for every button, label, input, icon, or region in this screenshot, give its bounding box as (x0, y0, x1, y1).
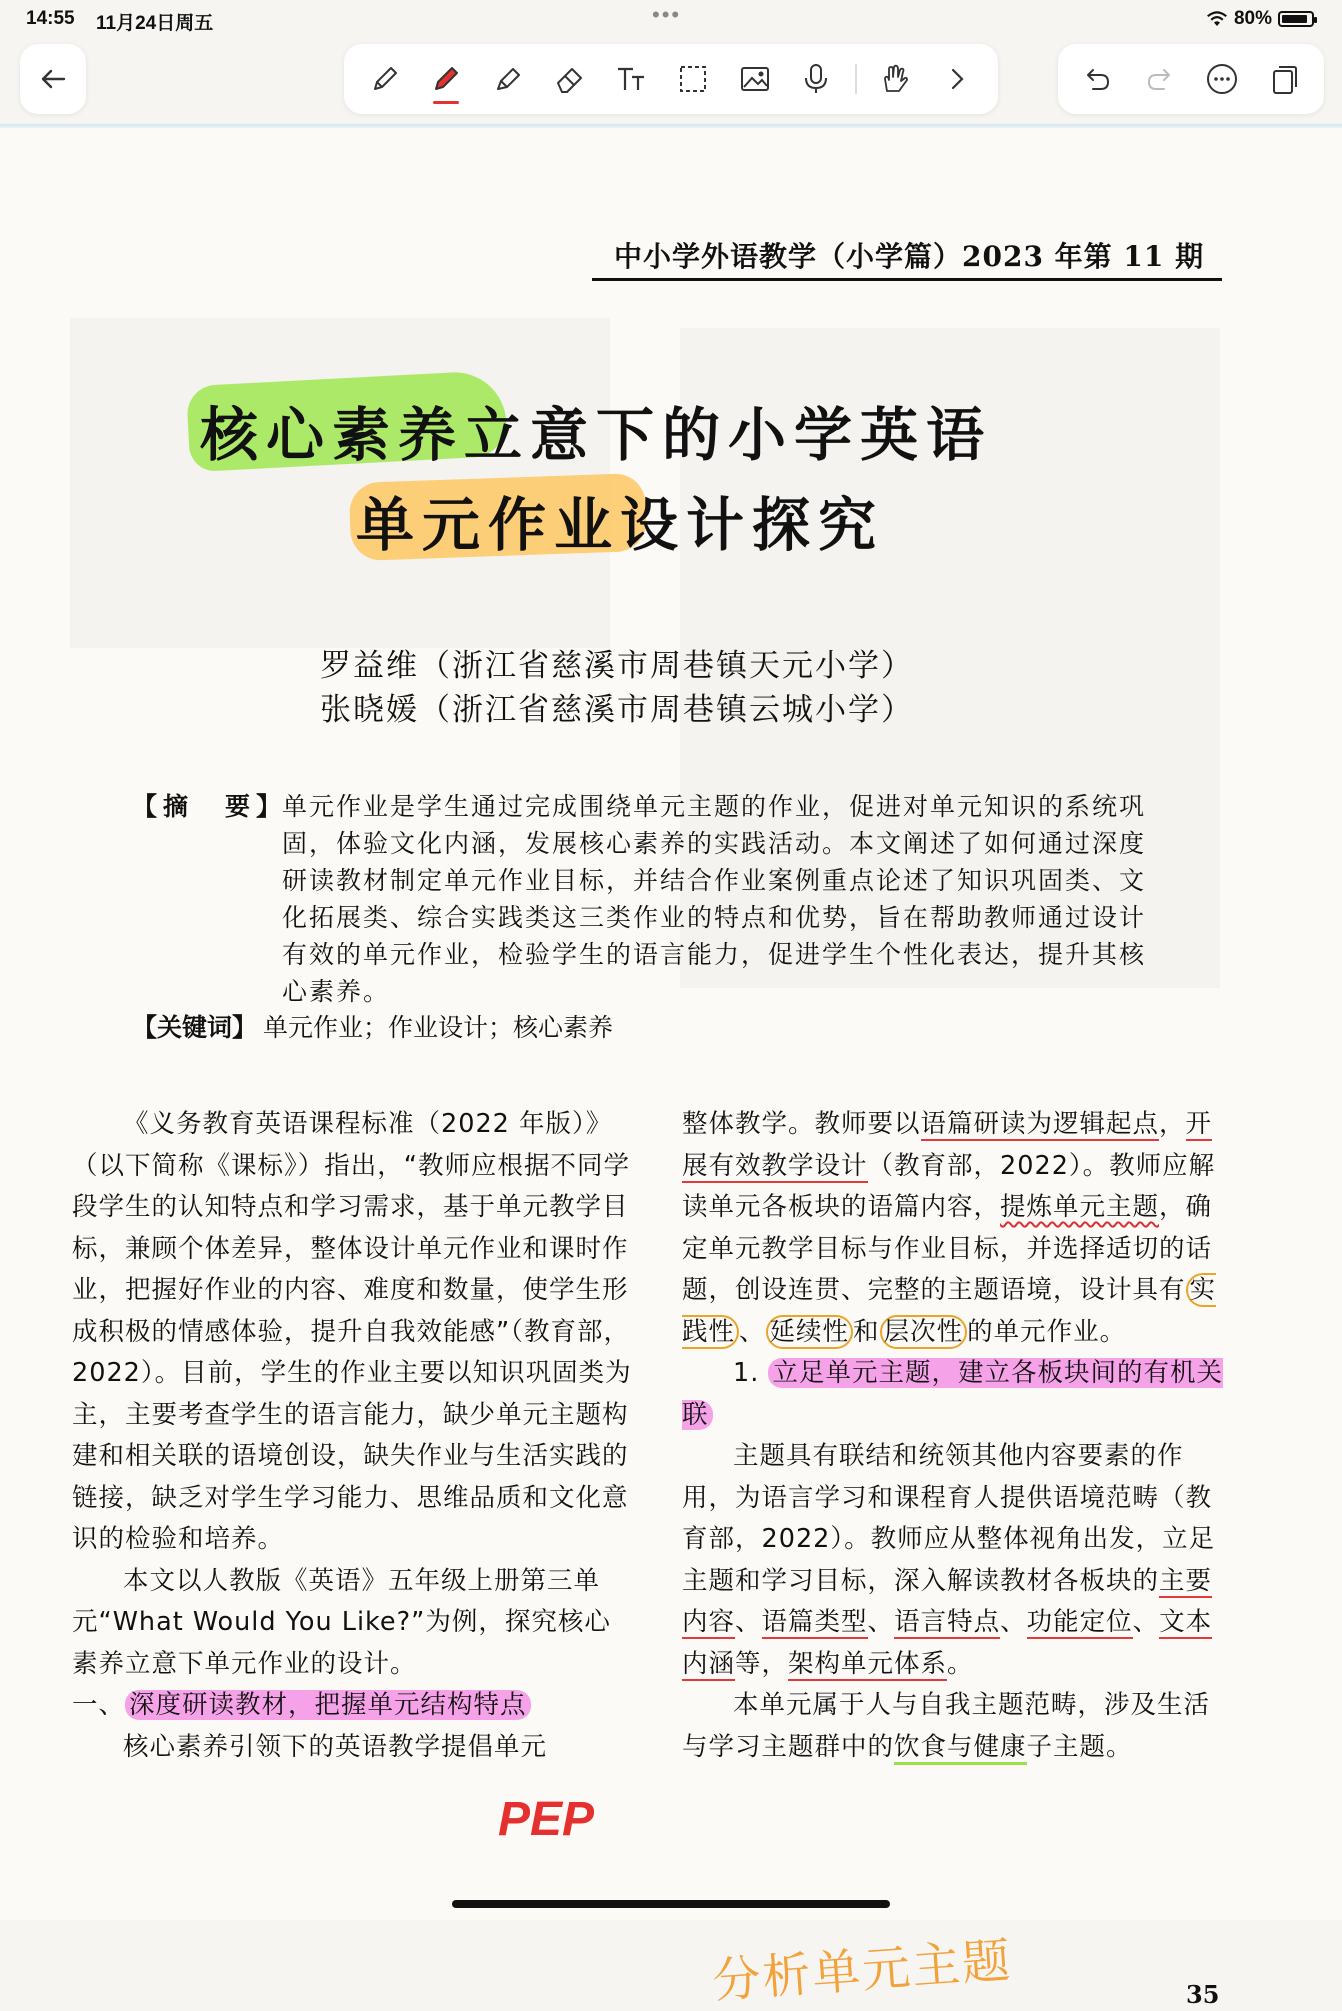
lasso-tool-button[interactable] (670, 56, 716, 102)
redo-button[interactable] (1137, 56, 1183, 102)
left-paragraph-1: 《义务教育英语课程标准（2022 年版）》（以下简称《课标》）指出，“教师应根据不同学段学生的认知特点和学习需求，基于单元教学目标，兼顾个体差异，整体设计单元作业和课时作业，把握好作业的内容、难度和数量，使学生形成积极的情感体验，提升自我效能感”（教育部，2022）。目前，学生的作业主要以知识巩固类为主，主要考查学生的语言能力，缺少单元主题构建和相关联的语境创设，缺失作业与生活实践的链接，缺乏对学生学习能力、思维品质和文化意识的检验和培养。 (72, 1109, 632, 1554)
underlined-phrase: 功能定位 (1026, 1607, 1133, 1637)
text-span: 的单元作业。 (967, 1316, 1127, 1347)
green-underlined-phrase: 饮食与健康 (894, 1732, 1027, 1765)
underlined-phrase: 文本内涵 (682, 1607, 1213, 1679)
pages-button[interactable] (1262, 56, 1308, 102)
keywords-text: 单元作业；作业设计；核心素养 (263, 1013, 614, 1042)
eraser-tool-button[interactable] (547, 56, 593, 102)
underlined-phrase: 语言特点 (894, 1607, 1001, 1637)
handwritten-pep-annotation: PEP (498, 1793, 595, 1846)
underlined-phrase: 语篇研读为逻辑起点 (920, 1109, 1160, 1139)
text-span: 、 (1132, 1607, 1160, 1637)
subsection-heading-text: 立足单元主题，建立各板块间的有机关联 (682, 1358, 1223, 1430)
pen-tool-button[interactable] (362, 56, 408, 102)
pen-icon (367, 61, 403, 97)
hand-gesture-tool-button[interactable] (872, 56, 918, 102)
undo-icon (1079, 61, 1115, 97)
text-span: ，确定单元教学目标与作业目标，并选择适切的话题，创设连贯、完整的主题语境，设计具有 (682, 1192, 1213, 1305)
page-number: 35 (1186, 1980, 1220, 2009)
text-span: ， (1159, 1109, 1186, 1139)
marker-tool-button[interactable] (423, 56, 469, 102)
article-title-line2: 单元作业设计探究 (356, 491, 885, 559)
abstract (132, 788, 1162, 1010)
right-paragraph-1 (682, 1104, 1227, 1353)
right-paragraph-2 (682, 1436, 1227, 1685)
underlined-phrase: 主要内容 (682, 1565, 1213, 1637)
text-span: 、 (867, 1607, 895, 1637)
highlighter-tool-button[interactable] (485, 56, 531, 102)
multitasking-dots-icon[interactable]: ••• (652, 2, 682, 27)
back-arrow-icon (38, 64, 68, 94)
redo-icon (1142, 61, 1178, 97)
abstract-label: 【摘 要】 (132, 792, 288, 821)
underlined-phrase: 架构单元体系 (788, 1648, 948, 1679)
left-column (72, 1104, 632, 1768)
eraser-icon (552, 61, 588, 97)
circled-word: 延续性 (766, 1315, 854, 1349)
section-heading-1 (72, 1685, 632, 1727)
text-span: 和 (853, 1316, 880, 1347)
chevron-right-icon (939, 61, 975, 97)
text-span: 主题具有联结和统领其他内容要素的作用，为语言学习和课程育人提供语境范畴（教育部，2022）。教师应从整体视角出发，立足主题和学习目标，深入解读教材各板块的 (682, 1441, 1216, 1596)
microphone-icon (798, 61, 834, 97)
right-paragraph-3 (682, 1685, 1227, 1768)
more-tools-button[interactable] (934, 56, 980, 102)
handwritten-note: 分析单元主题 (710, 1932, 1014, 2010)
status-time: 14:55 (26, 8, 75, 29)
text-span: 子主题。 (1026, 1731, 1133, 1762)
author-1: 罗益维（浙江省慈溪市周巷镇天元小学） (320, 648, 914, 684)
abstract-text: 单元作业是学生通过完成围绕单元主题的作业，促进对单元知识的系统巩固，体验文化内涵，发展核心素养的实践活动。本文阐述了如何通过深度研读教材制定单元作业目标，并结合作业案例重点论述了知识巩固类、文化拓展类、综合实践类这三类作业的特点和优势，旨在帮助教师通过设计有效的单元作业，检验学生的语言能力，促进学生个性化表达，提升其核心素养。 (282, 792, 1147, 1006)
text-span: 本单元属于人与自我主题范畴，涉及生活与学习主题群中的 (682, 1690, 1211, 1762)
battery-percent: 80% (1233, 8, 1272, 29)
microphone-tool-button[interactable] (793, 56, 839, 102)
left-paragraph-3: 核心素养引领下的英语教学提倡单元 (123, 1731, 548, 1762)
subsection-heading-1 (682, 1353, 1227, 1436)
status-bar (0, 0, 1342, 40)
text-span: 。 (947, 1648, 974, 1679)
wifi-icon (1206, 11, 1228, 27)
journal-header: 中小学外语教学（小学篇）2023 年第 11 期 (614, 240, 1205, 273)
subsection-heading-number: 1. (733, 1358, 760, 1388)
wavy-underlined-phrase: 提炼单元主题 (1000, 1192, 1160, 1222)
active-tool-indicator (433, 101, 459, 104)
author-2: 张晓媛（浙江省慈溪市周巷镇云城小学） (320, 692, 914, 728)
battery-icon (1278, 11, 1314, 27)
back-button[interactable] (20, 44, 86, 114)
ellipsis-circle-icon (1204, 61, 1240, 97)
keywords (132, 1008, 613, 1044)
text-tool-button[interactable] (608, 56, 654, 102)
underlined-phrase: 开展有效教学设计 (682, 1109, 1213, 1181)
undo-button[interactable] (1074, 56, 1120, 102)
home-indicator[interactable] (452, 1900, 890, 1908)
text-span: 等， (735, 1648, 789, 1679)
section-heading-1-text: 深度研读教材，把握单元结构特点 (125, 1690, 531, 1720)
keywords-label: 【关键词】 (132, 1013, 258, 1042)
text-span: 、 (1000, 1607, 1027, 1637)
text-span: 、 (735, 1607, 762, 1637)
action-palette (1058, 44, 1324, 114)
lasso-icon (675, 61, 711, 97)
document-page[interactable] (0, 128, 1342, 2010)
hand-gesture-icon (877, 61, 913, 97)
text-span: 整体教学。教师要以 (682, 1109, 921, 1139)
text-span: （教育部，2022）。教师应解读单元各板块的语篇内容， (682, 1150, 1216, 1222)
text-span: 、 (739, 1316, 766, 1347)
header-rule (592, 278, 1222, 281)
toolbar-separator (855, 64, 857, 94)
marker-icon (428, 61, 464, 97)
pages-icon (1267, 61, 1303, 97)
right-column (682, 1104, 1227, 1768)
left-paragraph-2: 本文以人教版《英语》五年级上册第三单元“What Would You Like?”为例，探究核心素养立意下单元作业的设计。 (72, 1565, 611, 1679)
status-right (1206, 8, 1314, 30)
tool-palette (344, 44, 998, 114)
article-title-line1: 核心素养立意下的小学英语 (200, 401, 993, 469)
section-heading-1-number: 一、 (72, 1690, 126, 1720)
circled-word: 实践性 (682, 1275, 1217, 1347)
underlined-phrase: 语篇类型 (761, 1607, 868, 1637)
image-tool-button[interactable] (732, 56, 778, 102)
image-icon (737, 61, 773, 97)
more-options-button[interactable] (1199, 56, 1245, 102)
circled-word: 层次性 (880, 1315, 968, 1349)
text-icon (613, 61, 649, 97)
status-date: 11月24日周五 (96, 13, 214, 34)
highlighter-icon (490, 61, 526, 97)
